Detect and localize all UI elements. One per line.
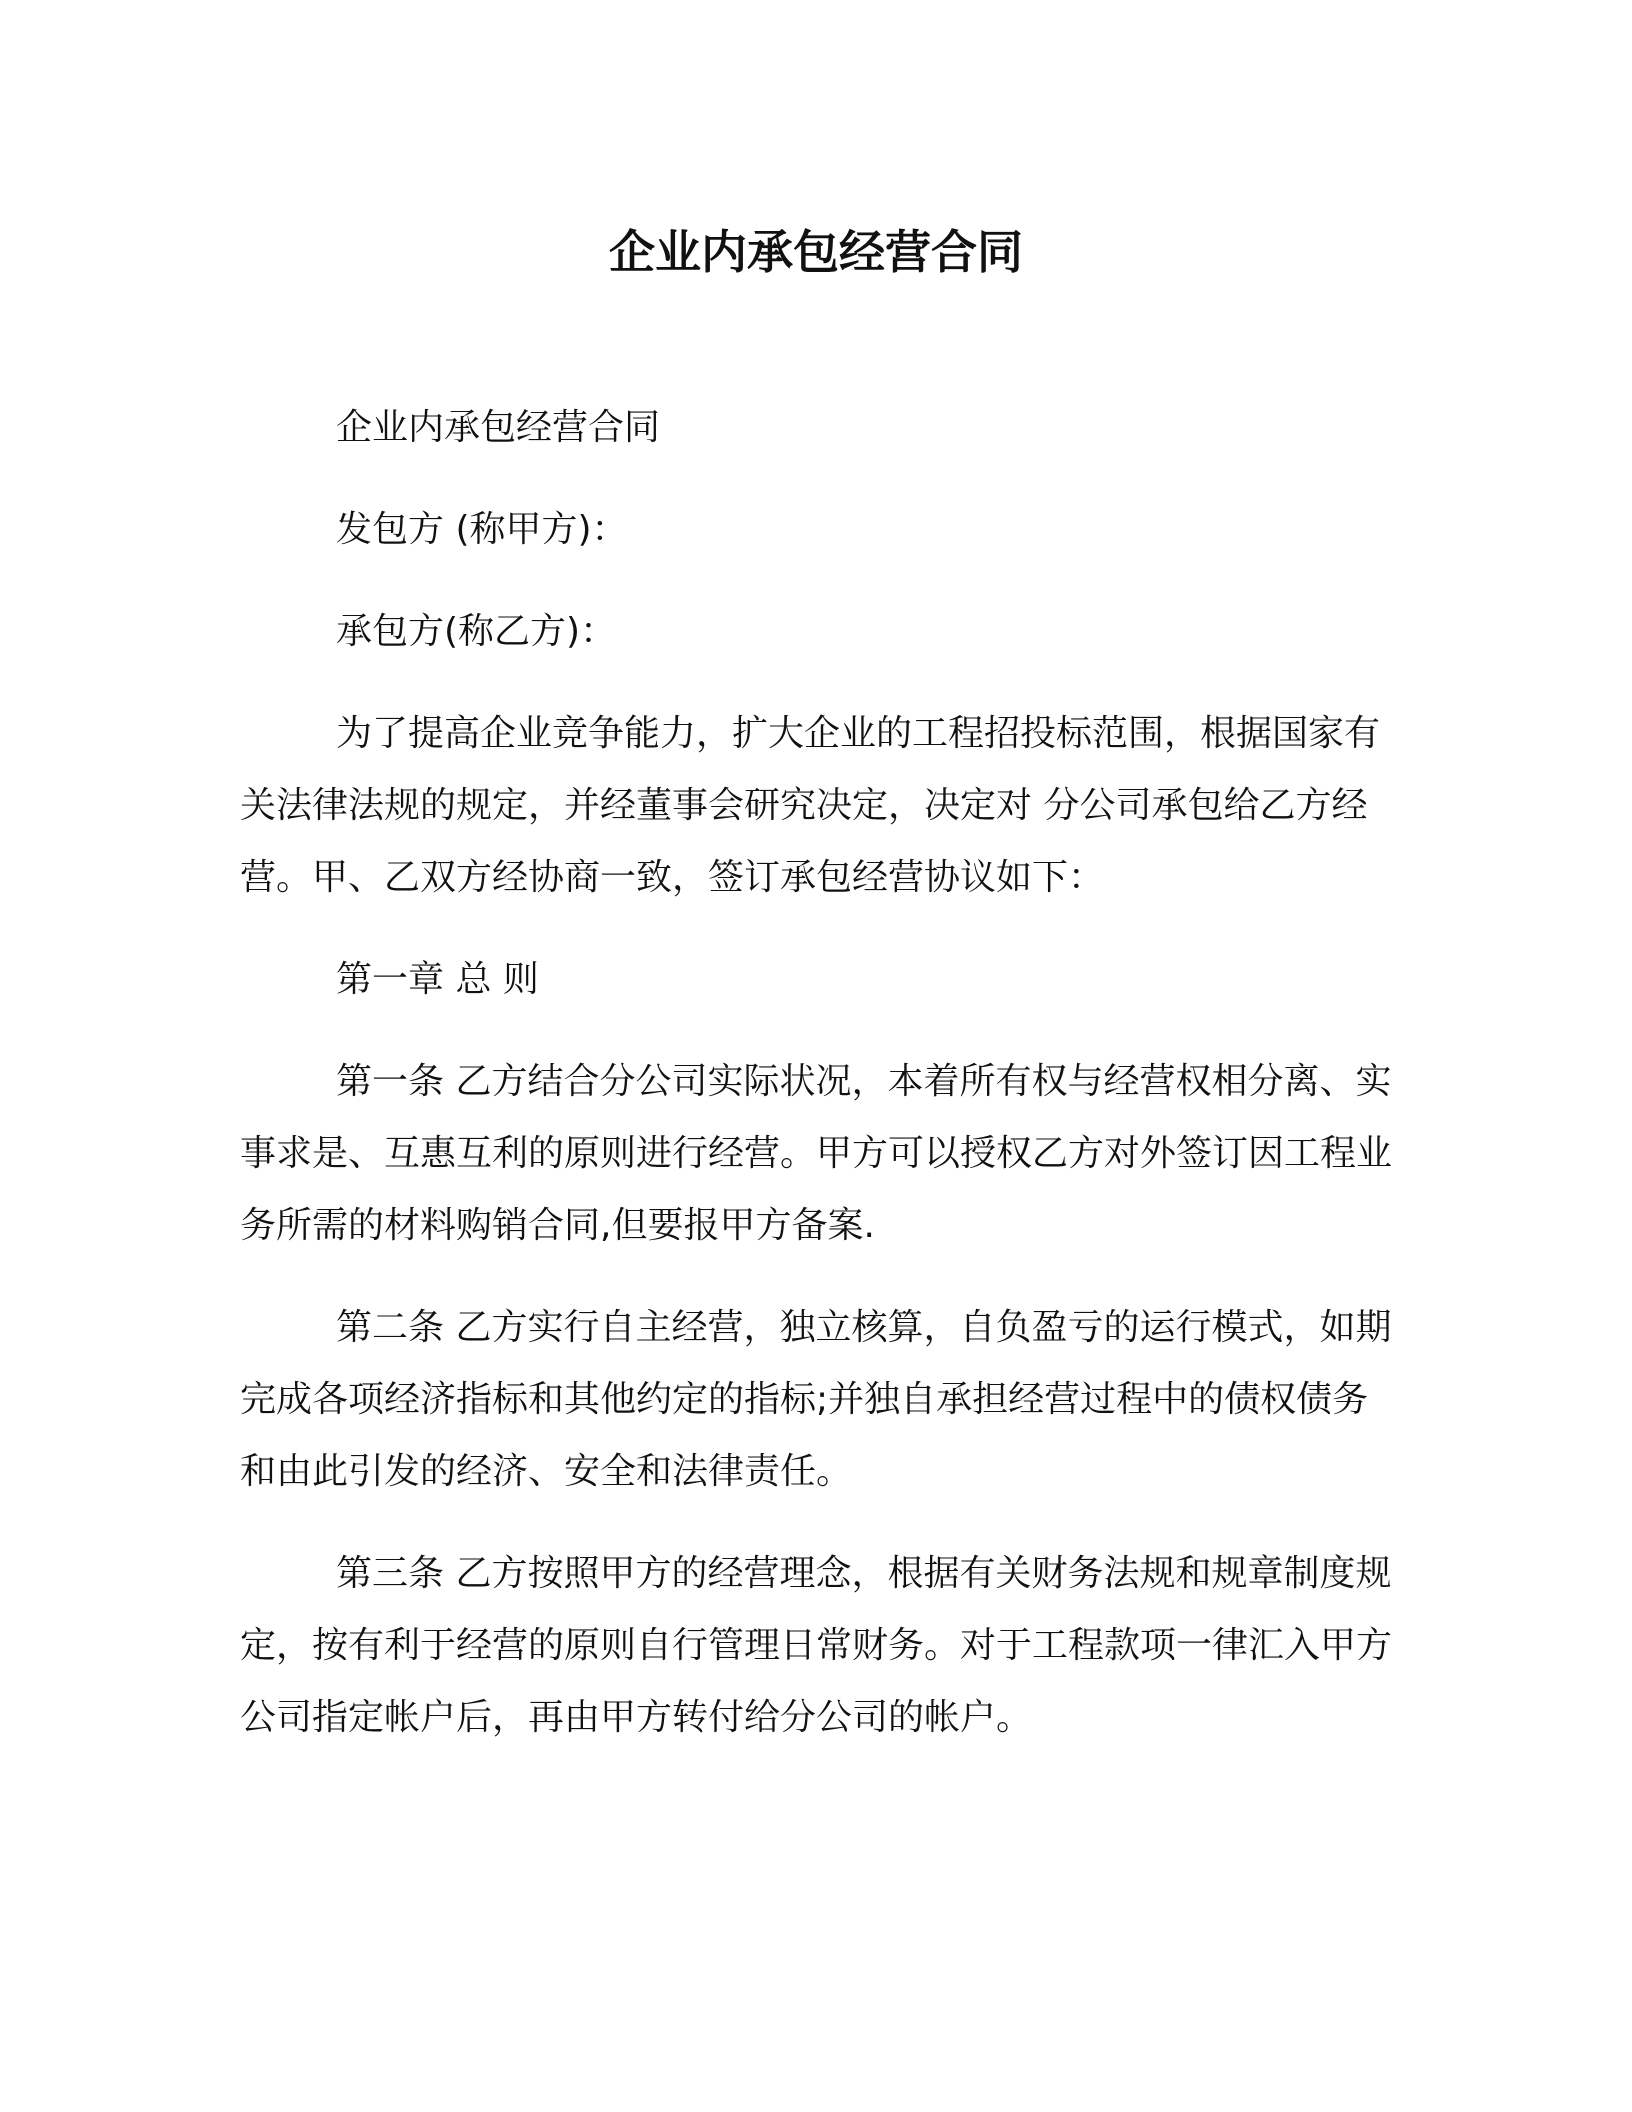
document-title: 企业内承包经营合同 [609, 225, 1023, 279]
chapter-heading: 第一章 总 则 [336, 959, 539, 1000]
article-2-paragraph: 第二条 乙方实行自主经营，独立核算，自负盈亏的运行模式，如期完成各项经济指标和其他约定的指标;并独自承担经营过程中的债权债务和由此引发的经济、安全和法律责任。 [240, 1307, 1392, 1492]
document-body [240, 392, 1400, 1784]
contract-name-line: 企业内承包经营合同 [336, 407, 661, 448]
article-1-paragraph: 第一条 乙方结合分公司实际状况，本着所有权与经营权相分离、实事求是、互惠互利的原则进行经营。甲方可以授权乙方对外签订因工程业务所需的材料购销合同,但要报甲方备案. [240, 1061, 1393, 1246]
party-a-line: 发包方 (称甲方)： [336, 509, 628, 550]
preamble-paragraph: 为了提高企业竞争能力，扩大企业的工程招投标范围，根据国家有关法律法规的规定，并经董事会研究决定，决定对 分公司承包给乙方经营。甲、乙双方经协商一致，签订承包经营协议如下： [240, 713, 1381, 898]
party-b-line: 承包方(称乙方)： [336, 611, 617, 652]
article-3-paragraph: 第三条 乙方按照甲方的经营理念，根据有关财务法规和规章制度规定，按有利于经营的原则自行管理日常财务。对于工程款项一律汇入甲方公司指定帐户后，再由甲方转付给分公司的帐户。 [240, 1553, 1393, 1738]
